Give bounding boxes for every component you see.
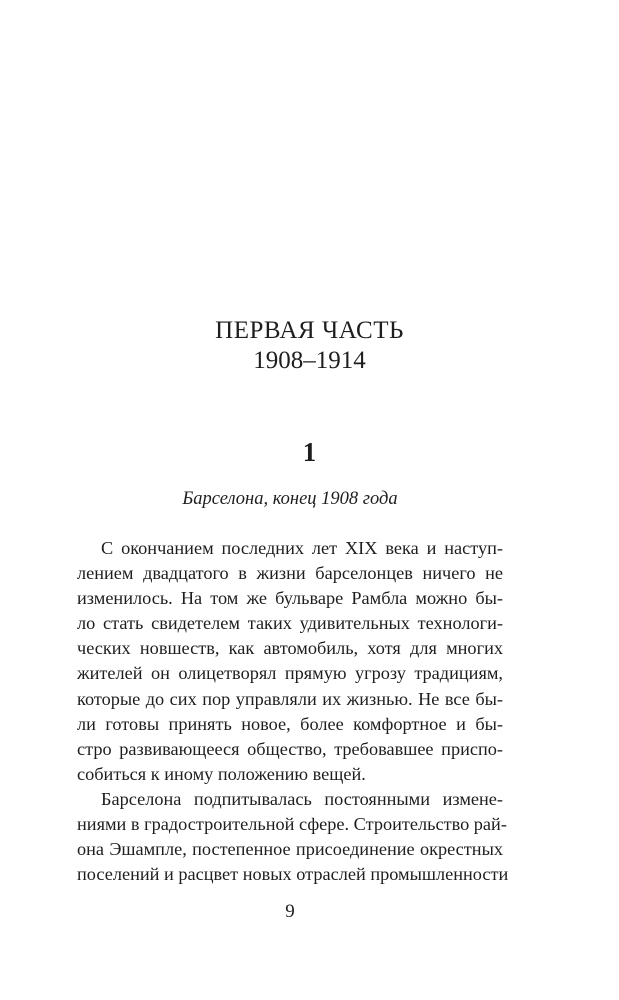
paragraph-2 xyxy=(77,787,509,887)
text-line: ли готовы принять новое, более комфортное и бы- xyxy=(77,713,503,734)
text-line: ческих новшеств, как автомобиль, хотя для многих xyxy=(77,638,503,659)
text-line: которые до сих пор управляли их жизнью. Не все бы- xyxy=(77,688,503,709)
body-text xyxy=(77,536,509,887)
text-line: собиться к иному положению вещей. xyxy=(77,763,366,784)
text-line: изменилось. На том же бульваре Рамбла можно бы- xyxy=(77,588,503,609)
text-line: жителей он олицетворял прямую угрозу традициям, xyxy=(77,663,503,684)
text-line: ло стать свидетелем таких удивительных технологи- xyxy=(77,613,503,634)
chapter-number: 1 xyxy=(302,437,317,467)
part-years: 1908–1914 xyxy=(253,347,366,374)
text-line: лением двадцатого в жизни барселонцев ничего не xyxy=(77,563,503,584)
page-number: 9 xyxy=(285,901,295,922)
text-line: она Эшампле, постепенное присоединение окрестных xyxy=(77,839,503,860)
text-line: стро развивающееся общество, требовавшее приспо- xyxy=(77,738,503,759)
chapter-epigraph: Барселона, конец 1908 года xyxy=(182,489,398,509)
part-title: ПЕРВАЯ ЧАСТЬ xyxy=(215,317,404,344)
paragraph-1 xyxy=(77,536,503,787)
text-line: Барселона подпитывалась постоянными измене- xyxy=(101,788,503,809)
text-line: поселений и расцвет новых отраслей промышленности xyxy=(77,864,509,885)
text-line: ниями в градостроительной сфере. Строительство рай- xyxy=(77,814,507,835)
text-line: С окончанием последних лет XIX века и наступ- xyxy=(101,538,503,558)
